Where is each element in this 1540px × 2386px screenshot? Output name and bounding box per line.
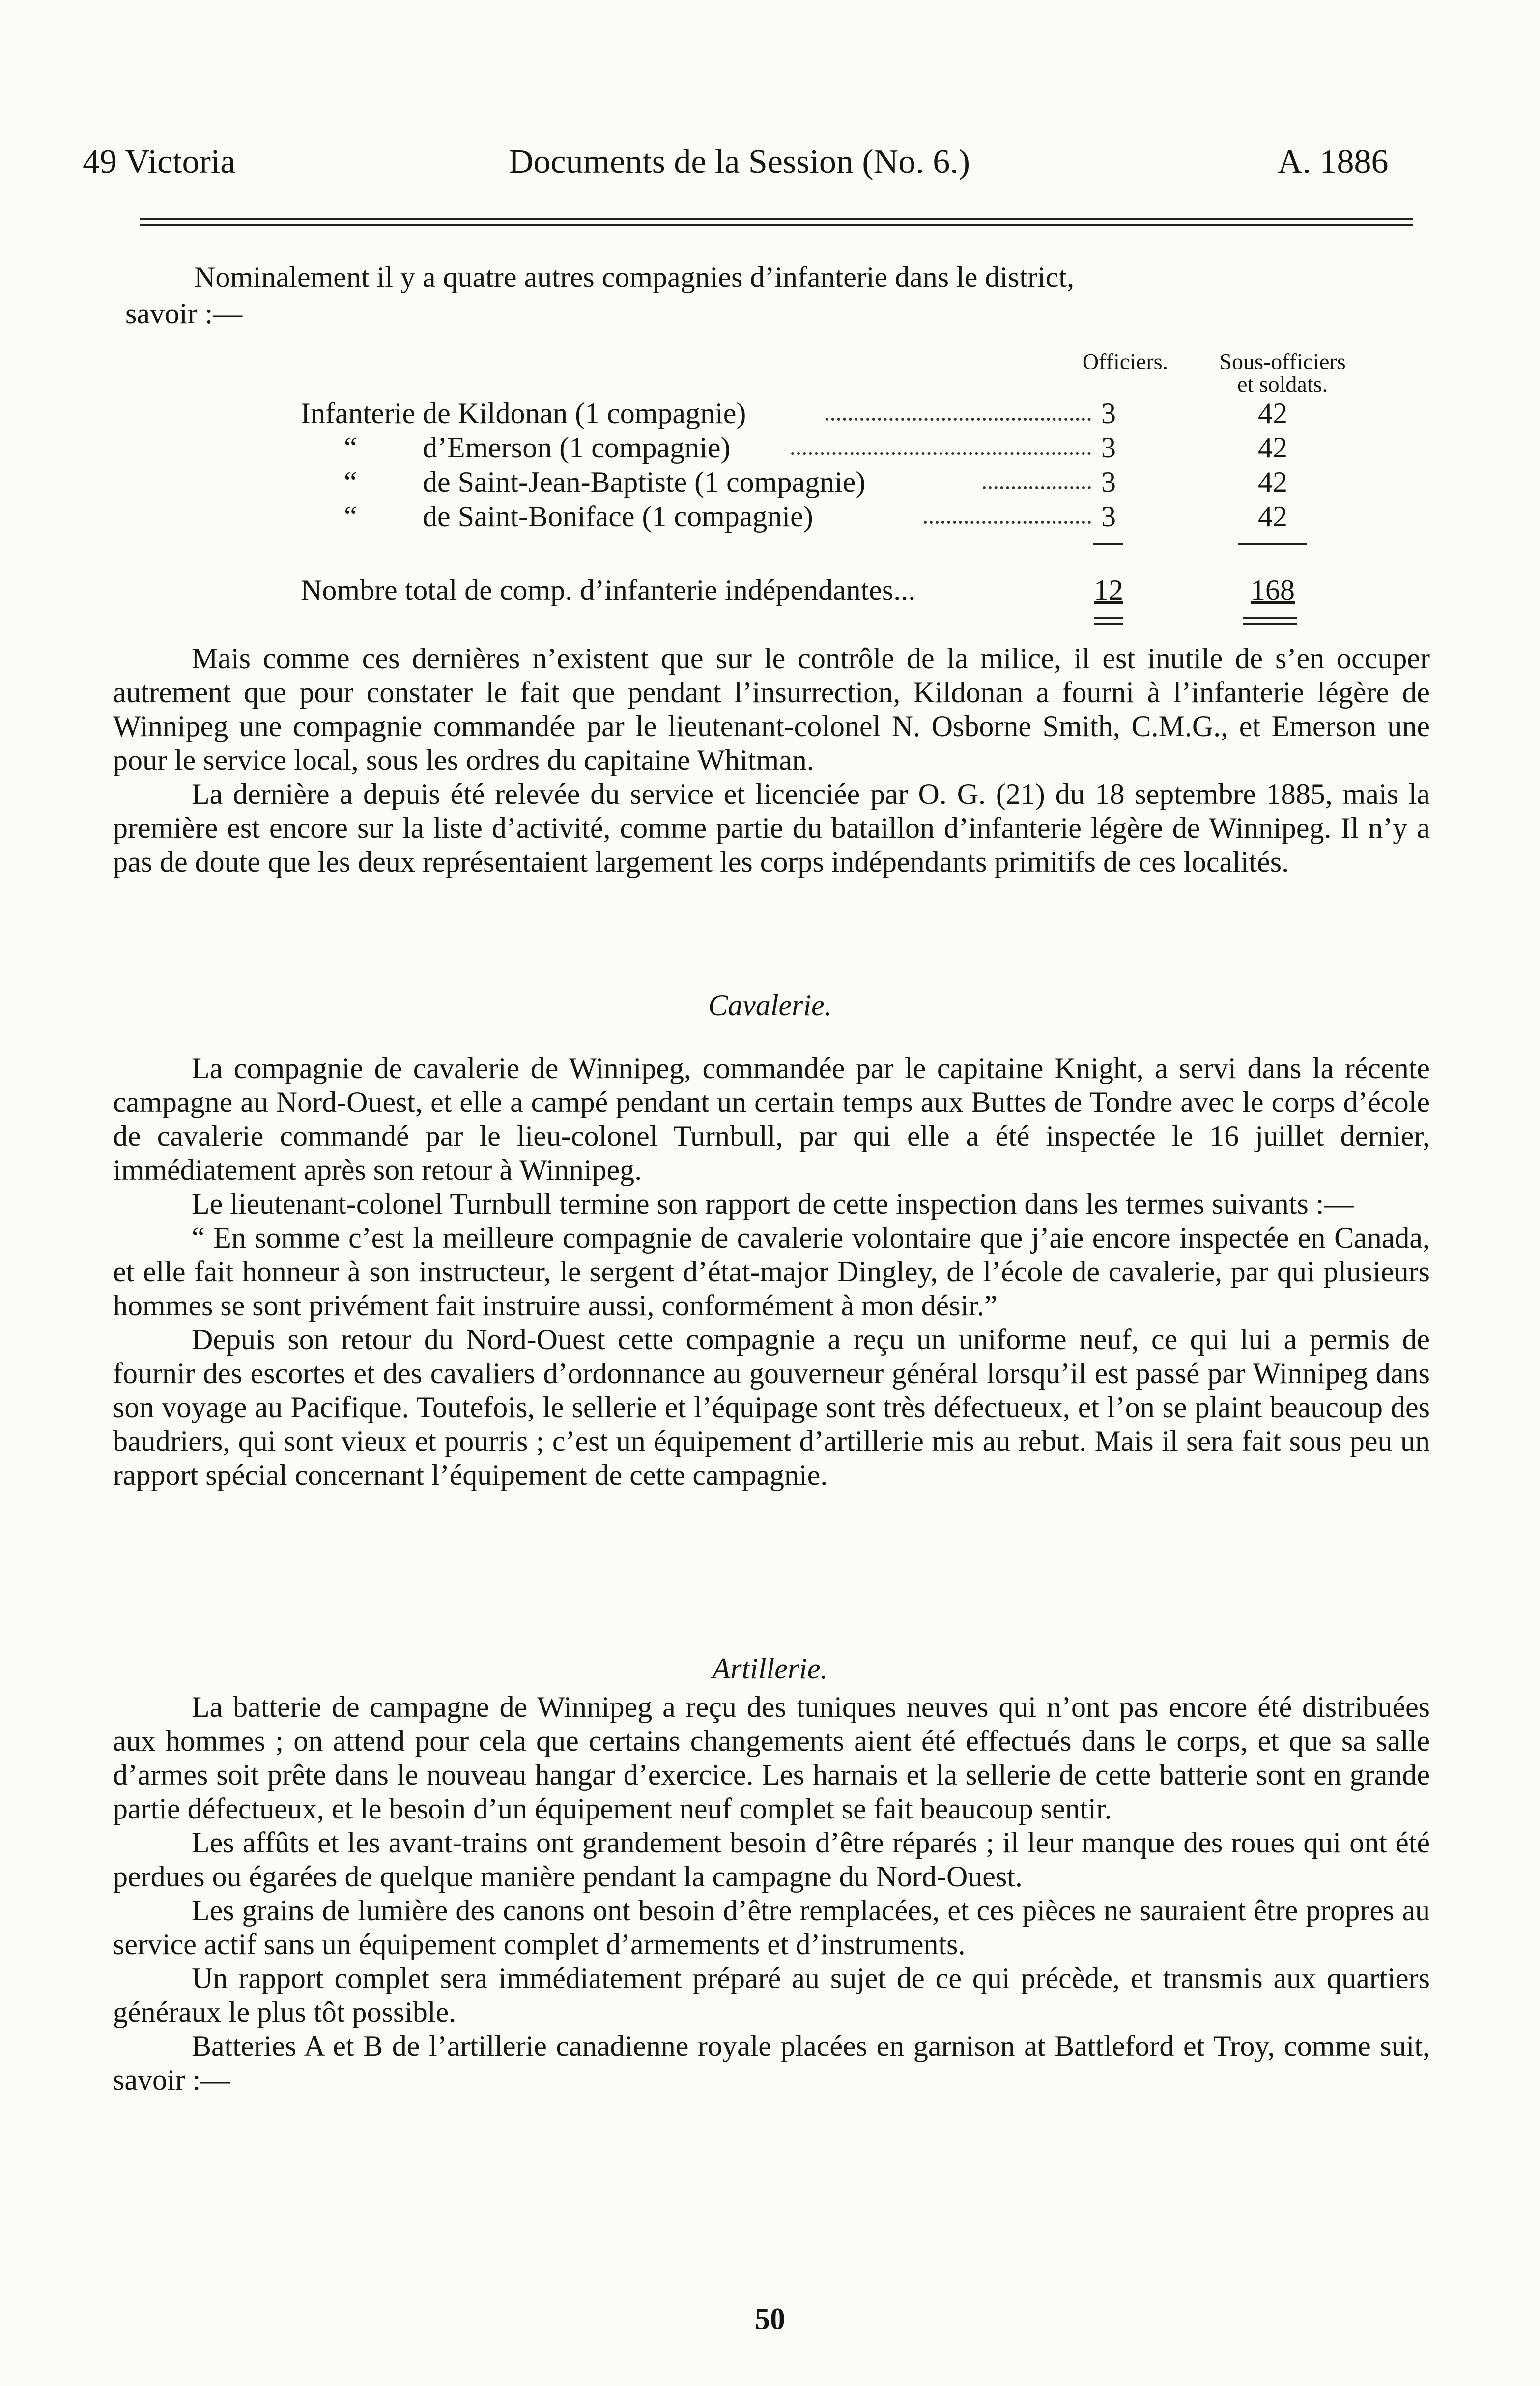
header-rule-bottom xyxy=(140,224,1413,226)
table-row xyxy=(0,465,1540,499)
dot-leader xyxy=(791,452,1091,455)
table-total-row xyxy=(0,573,1540,607)
total-officers: 12 xyxy=(1094,574,1123,606)
header-rule-top xyxy=(140,218,1413,220)
paragraph: Mais comme ces dernières n’existent que sur le contrôle de la milice, il est inutile de s’en occuper autrement que pour constater le fait que pendant l’insurrection, Kildonan a fourni à l’infanterie légère de Winnipeg une compagnie commandée par le lieutenant-colonel N. Osborne Smith, C.M.G., et Emerson une pour le service local, sous les ordres du capitaine Whitman. xyxy=(113,642,1430,776)
page-number: 50 xyxy=(755,2302,785,2336)
total-men: 168 xyxy=(1251,574,1295,606)
total-double-rule-2 xyxy=(1094,623,1123,625)
col-header-men-line1: Sous-officiers xyxy=(1219,349,1346,374)
col-header-officers: Officiers. xyxy=(1082,349,1169,374)
table-row xyxy=(0,499,1540,534)
ditto-mark: “ xyxy=(344,431,357,464)
row-label: Infanterie de Kildonan (1 compagnie) xyxy=(301,397,746,429)
body-section-infantry xyxy=(113,642,1430,879)
row-men: 42 xyxy=(1258,466,1287,498)
dot-leader xyxy=(983,486,1091,489)
intro-line-2: savoir :— xyxy=(125,297,243,330)
paragraph: La batterie de campagne de Winnipeg a reçu des tuniques neuves qui n’ont pas encore été distribuées aux hommes ; on attend pour cela que certains changements aient été effectués dans le corps, et que sa salle d’armes soit prête dans le nouveau hangar d’exercice. Les harnais et la sellerie de cette batterie sont en grande partie défectueux, et le besoin d’un équipement neuf complet se fait beaucoup sentir. xyxy=(113,1691,1430,1825)
row-officers: 3 xyxy=(1101,431,1116,464)
row-label: de Saint-Boniface (1 compagnie) xyxy=(423,500,813,533)
row-men: 42 xyxy=(1258,397,1287,429)
body-section-artillery xyxy=(113,1690,1430,2097)
header-title: Documents de la Session (No. 6.) xyxy=(509,143,970,181)
table-row xyxy=(0,430,1540,465)
paragraph: Le lieutenant-colonel Turnbull termine son rapport de cette inspection dans les termes suivants :— xyxy=(192,1188,1354,1220)
section-title-artillery: Artillerie. xyxy=(712,1652,828,1685)
row-officers: 3 xyxy=(1101,500,1116,533)
subtotal-rule-men xyxy=(1238,543,1307,545)
total-double-rule-1 xyxy=(1094,617,1123,619)
total-label: Nombre total de comp. d’infanterie indépendantes... xyxy=(301,574,916,606)
subtotal-rule-officers xyxy=(1093,543,1123,545)
paragraph: Les affûts et les avant-trains ont grandement besoin d’être réparés ; il leur manque des roues qui ont été perdues ou égarées de quelque manière pendant la campagne du Nord-Ouest. xyxy=(113,1826,1430,1893)
ditto-mark: “ xyxy=(344,466,357,498)
ditto-mark: “ xyxy=(344,500,357,533)
row-men: 42 xyxy=(1258,431,1287,464)
row-men: 42 xyxy=(1258,500,1287,533)
total-double-rule-4 xyxy=(1243,623,1297,625)
header-volume: 49 Victoria xyxy=(83,143,236,181)
section-title-cavalry: Cavalerie. xyxy=(708,989,832,1022)
paragraph: La compagnie de cavalerie de Winnipeg, commandée par le capitaine Knight, a servi dans la récente campagne au Nord-Ouest, et elle a campé pendant un certain temps aux Buttes de Tondre avec le corps d’école de cavalerie commandé par le lieu-colonel Turnbull, par qui elle a été inspectée le 16 juillet dernier, immédiatement après son retour à Winnipeg. xyxy=(113,1052,1430,1186)
paragraph: Depuis son retour du Nord-Ouest cette compagnie a reçu un uniforme neuf, ce qui lui a permis de fournir des escortes et des cavaliers d’ordonnance au gouverneur général lorsqu’il est passé par Winnipeg dans son voyage au Pacifique. Toutefois, le sellerie et l’équipage sont très défectueux, et l’on se plaint beaucoup des baudriers, qui sont vieux et pourris ; c’est un équipement d’artillerie mis au rebut. Mais il sera fait sous peu un rapport spécial concernant l’équipement de cette campagnie. xyxy=(113,1323,1430,1491)
body-section-cavalry xyxy=(113,1051,1430,1492)
paragraph: Les grains de lumière des canons ont besoin d’être remplacées, et ces pièces ne sauraient être propres au service actif sans un équipement complet d’armements et d’instruments. xyxy=(113,1894,1430,1960)
row-officers: 3 xyxy=(1101,466,1116,498)
quoted-paragraph: “ En somme c’est la meilleure compagnie de cavalerie volontaire que j’aie encore inspectée en Canada, et elle fait honneur à son instructeur, le sergent d’état-major Dingley, de l’école de cavalerie, par qui plusieurs hommes se sont privément fait instruire aussi, conformément à mon désir.” xyxy=(113,1221,1430,1322)
dot-leader xyxy=(924,521,1091,524)
paragraph: Un rapport complet sera immédiatement préparé au sujet de ce qui précède, et transmis aux quartiers généraux le plus tôt possible. xyxy=(113,1962,1430,2028)
col-header-men-line2: et soldats. xyxy=(1237,371,1328,397)
row-label: d’Emerson (1 compagnie) xyxy=(423,431,731,464)
dot-leader xyxy=(826,418,1091,421)
header-year: A. 1886 xyxy=(1278,143,1389,181)
row-officers: 3 xyxy=(1101,397,1116,429)
table-row xyxy=(0,396,1540,430)
paragraph: Batteries A et B de l’artillerie canadienne royale placées en garnison at Battleford et Troy, comme suit, savoir :— xyxy=(113,2030,1430,2096)
total-double-rule-3 xyxy=(1243,617,1297,619)
paragraph: La dernière a depuis été relevée du service et licenciée par O. G. (21) du 18 septembre 1885, mais la première est encore sur la liste d’activité, comme partie du bataillon d’infanterie légère de Winnipeg. Il n’y a pas de doute que les deux représentaient largement les corps indépendants primitifs de ces localités. xyxy=(113,778,1430,878)
row-label: de Saint-Jean-Baptiste (1 compagnie) xyxy=(423,466,866,498)
intro-line-1: Nominalement il y a quatre autres compagnies d’infanterie dans le district, xyxy=(194,261,1075,293)
